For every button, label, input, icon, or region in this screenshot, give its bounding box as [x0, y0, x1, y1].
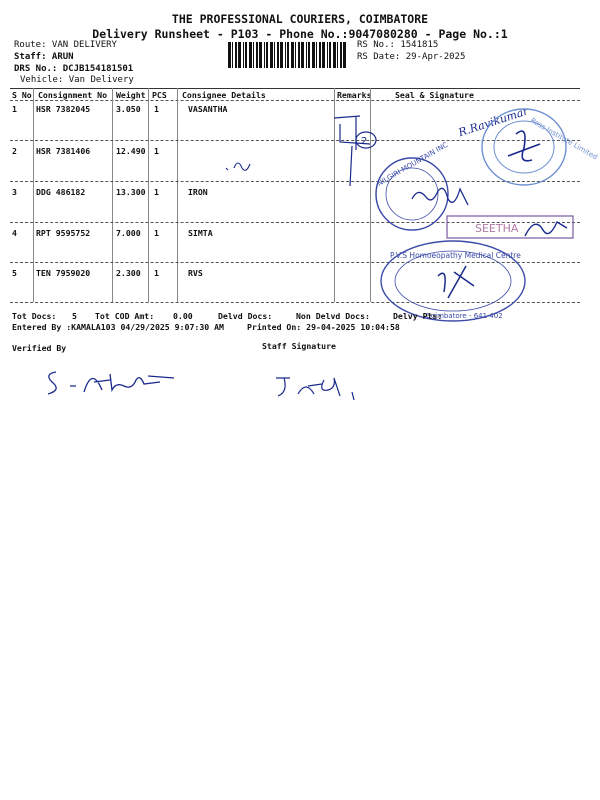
header-consignee: Consignee Details — [182, 90, 266, 100]
row-consignment: HSR 7381406 — [36, 146, 91, 156]
header-weight: Weight — [116, 90, 146, 100]
staff-label: Staff: ARUN — [14, 52, 74, 62]
row-weight: 7.000 — [116, 228, 141, 238]
barcode-bar — [253, 42, 254, 68]
barcode-bar — [327, 42, 328, 68]
barcode — [228, 42, 350, 68]
staff-signature — [270, 370, 380, 406]
row-weight: 2.300 — [116, 268, 141, 278]
barcode-bar — [264, 42, 265, 68]
header-pcs: PCS — [152, 90, 167, 100]
row-weight: 12.490 — [116, 146, 146, 156]
header-sno: S No — [12, 90, 32, 100]
barcode-bar — [266, 42, 268, 68]
row-sno: 5 — [12, 268, 17, 278]
row-consignee: VASANTHA — [188, 104, 228, 114]
barcode-bar — [232, 42, 233, 68]
staff-signature-label: Staff Signature — [262, 341, 336, 351]
svg-text:NILGIRI MOUNTAIN INC: NILGIRI MOUNTAIN INC — [375, 140, 450, 188]
row-pcs: 1 — [154, 187, 159, 197]
barcode-bar — [270, 42, 273, 68]
barcode-bar — [238, 42, 241, 68]
header-consignment: Consignment No — [38, 90, 108, 100]
runsheet-subtitle: Delivery Runsheet - P103 - Phone No.:9047080280 - Page No.:1 — [92, 27, 508, 41]
barcode-bar — [228, 42, 231, 68]
rs-date: RS Date: 29-Apr-2025 — [357, 52, 466, 62]
barcode-bar — [343, 42, 346, 68]
row2-scribble — [220, 152, 260, 176]
barcode-bar — [301, 42, 304, 68]
barcode-bar — [235, 42, 237, 68]
row-pcs: 1 — [154, 228, 159, 238]
delvd-docs-label: Delvd Docs: — [218, 311, 273, 321]
header-seal: Seal & Signature — [395, 90, 474, 100]
barcode-bar — [298, 42, 300, 68]
verifier-signature — [40, 360, 190, 400]
delvy-pts-label: Delvy Pts: — [393, 311, 443, 321]
tot-docs-label: Tot Docs: — [12, 311, 57, 321]
svg-text:Ross Institute Limited: Ross Institute Limited — [529, 116, 599, 162]
table-top-rule — [10, 88, 580, 89]
barcode-bar — [308, 42, 310, 68]
row-sno: 3 — [12, 187, 17, 197]
barcode-bar — [295, 42, 296, 68]
row-sno: 4 — [12, 228, 17, 238]
column-divider — [112, 88, 113, 302]
row-sno: 2 — [12, 146, 17, 156]
vehicle-label: Vehicle: Van Delivery — [20, 75, 134, 85]
barcode-bar — [333, 42, 336, 68]
row-pcs: 1 — [154, 268, 159, 278]
column-divider — [177, 88, 178, 302]
entered-by: Entered By :KAMALA103 04/29/2025 9:07:30 AM — [12, 322, 224, 332]
barcode-bar — [259, 42, 262, 68]
svg-text:2: 2 — [361, 136, 368, 147]
svg-text:R.Ravikumar: R.Ravikumar — [456, 104, 530, 140]
row-consignee: RVS — [188, 268, 203, 278]
route-label: Route: VAN DELIVERY — [14, 40, 117, 50]
row-weight: 3.050 — [116, 104, 141, 114]
row-pcs: 1 — [154, 146, 159, 156]
barcode-bar — [312, 42, 315, 68]
barcode-bar — [316, 42, 317, 68]
row-consignment: TEN 7959020 — [36, 268, 91, 278]
barcode-bar — [274, 42, 275, 68]
non-delvd-docs-label: Non Delvd Docs: — [296, 311, 370, 321]
barcode-bar — [306, 42, 307, 68]
row-consignment: RPT 9595752 — [36, 228, 91, 238]
row-weight: 13.300 — [116, 187, 146, 197]
column-divider — [33, 88, 34, 302]
barcode-bar — [285, 42, 286, 68]
verified-by-label: Verified By — [12, 343, 67, 353]
drs-number: DRS No.: DCJB154181501 — [14, 64, 134, 74]
column-divider — [148, 88, 149, 302]
barcode-bar — [256, 42, 258, 68]
company-title: THE PROFESSIONAL COURIERS, COIMBATORE — [171, 12, 429, 26]
barcode-bar — [287, 42, 289, 68]
barcode-bar — [277, 42, 279, 68]
printed-on: Printed On: 29-04-2025 10:04:58 — [247, 322, 400, 332]
tot-cod-label: Tot COD Amt: — [95, 311, 155, 321]
row-consignment: DDG 486182 — [36, 187, 86, 197]
barcode-bar — [337, 42, 338, 68]
barcode-bar — [322, 42, 325, 68]
row-consignee: IRON — [188, 187, 208, 197]
barcode-bar — [340, 42, 342, 68]
row-consignee: SIMTA — [188, 228, 213, 238]
row-sno: 1 — [12, 104, 17, 114]
barcode-bar — [291, 42, 294, 68]
institute-stamp — [478, 104, 599, 190]
barcode-bar — [280, 42, 283, 68]
svg-text:P.V.S Homoeopathy Medical Cent: P.V.S Homoeopathy Medical Centre — [390, 251, 521, 260]
signature-row3 — [408, 175, 478, 215]
barcode-bar — [243, 42, 244, 68]
tot-docs-value: 5 — [72, 311, 77, 321]
svg-text:SEETHA: SEETHA — [475, 222, 519, 235]
header-remarks: Remarks — [337, 90, 372, 100]
barcode-bar — [319, 42, 321, 68]
tot-cod-value: 0.00 — [173, 311, 193, 321]
row-pcs: 1 — [154, 104, 159, 114]
barcode-bar — [249, 42, 252, 68]
row-consignment: HSR 7382045 — [36, 104, 91, 114]
barcode-bar — [245, 42, 247, 68]
barcode-bar — [329, 42, 331, 68]
svg-text:Coimbatore - 641 402: Coimbatore - 641 402 — [426, 312, 503, 320]
rs-number: RS No.: 1541815 — [357, 40, 439, 50]
